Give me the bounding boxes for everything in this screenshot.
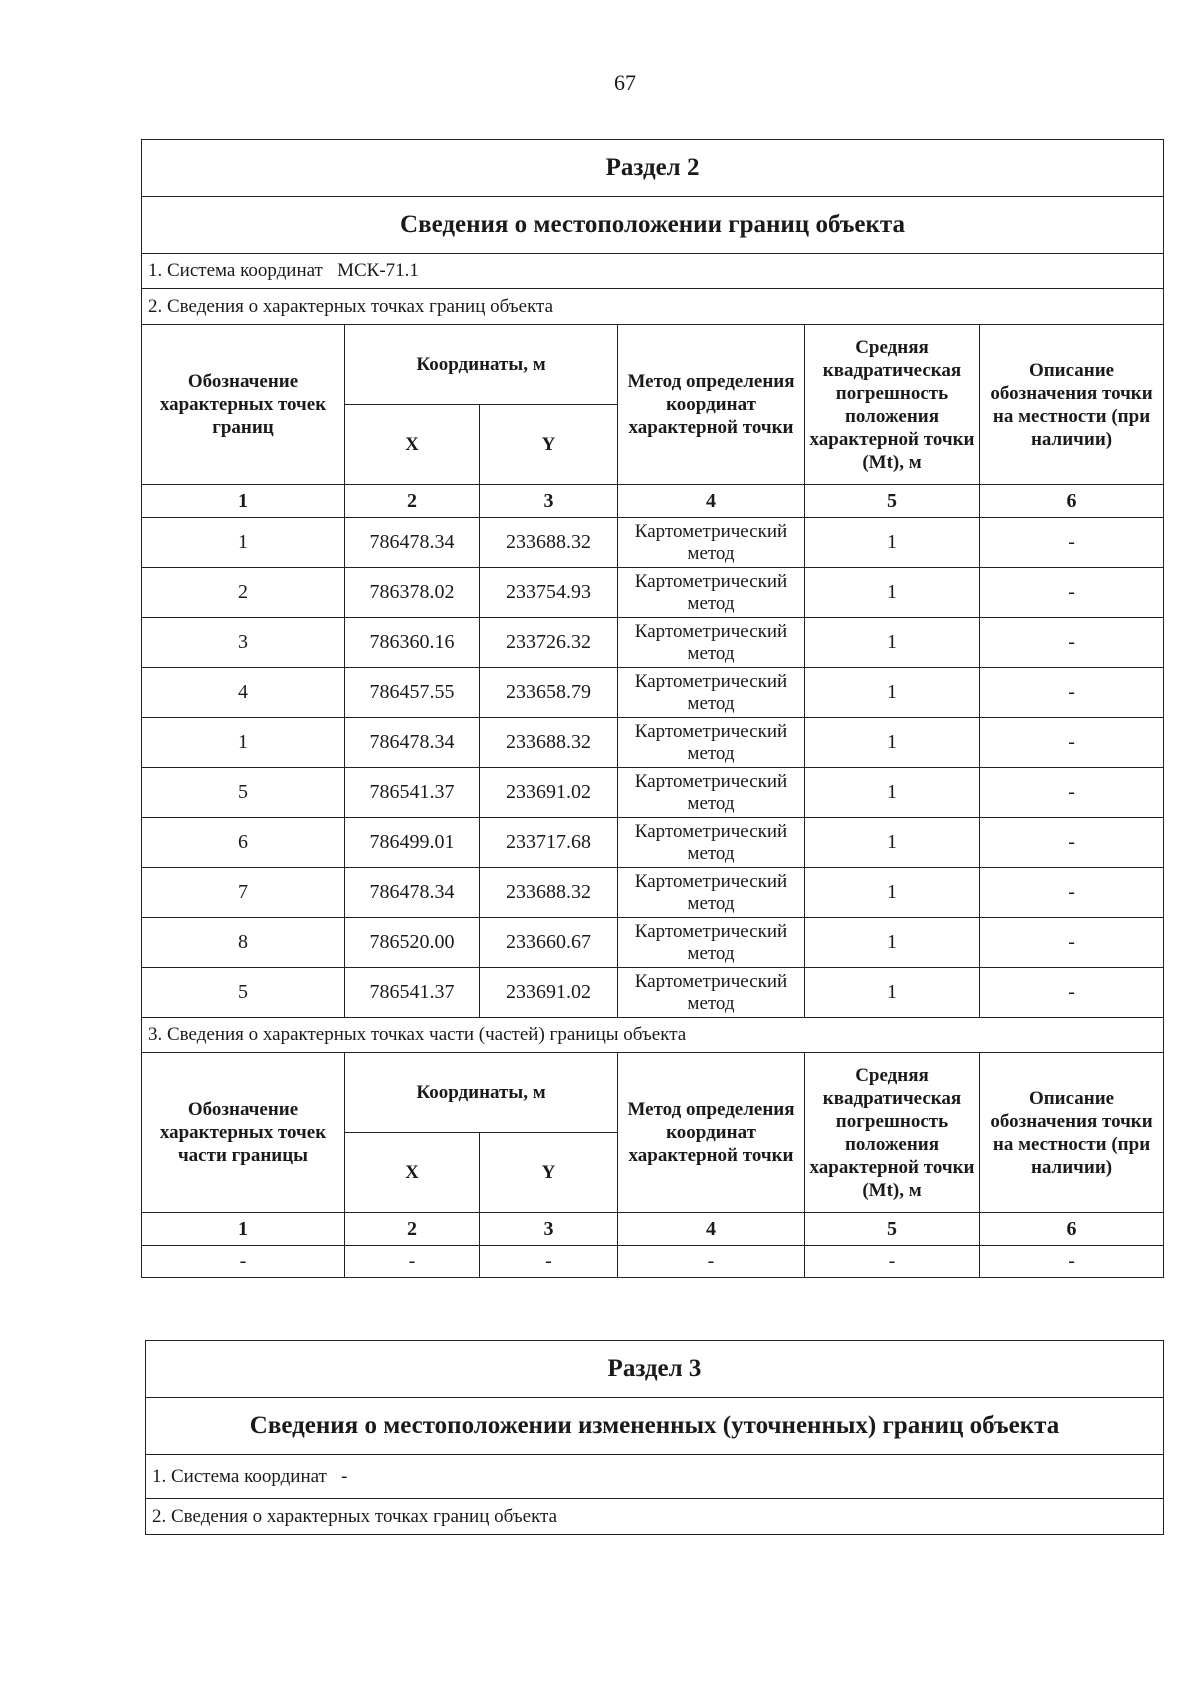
y-cell: 233691.02: [480, 768, 618, 818]
point-cell: 7: [142, 868, 345, 918]
point-cell: 1: [142, 518, 345, 568]
y-cell: 233726.32: [480, 618, 618, 668]
table-row: [142, 668, 1164, 718]
coordinate-system-label: 1. Система координат: [148, 260, 323, 281]
description-cell: -: [980, 868, 1164, 918]
x-cell: 786457.55: [345, 668, 480, 718]
method-cell: Картометрический метод: [618, 518, 805, 568]
table-row: [142, 868, 1164, 918]
y-cell: 233691.02: [480, 968, 618, 1018]
parts-table-row: [142, 1246, 1164, 1278]
x-cell: 786478.34: [345, 718, 480, 768]
point-cell: 5: [142, 768, 345, 818]
points-heading: 2. Сведения о характерных точках границ объекта: [142, 289, 1164, 325]
description-cell: -: [980, 618, 1164, 668]
point-cell: 5: [142, 968, 345, 1018]
column-number: 2: [345, 485, 480, 518]
table-row: [142, 818, 1164, 868]
parts-cell: -: [805, 1246, 980, 1278]
y-cell: 233688.32: [480, 718, 618, 768]
section-2-subtitle: Сведения о местоположении границ объекта: [142, 197, 1164, 254]
y-cell: 233688.32: [480, 868, 618, 918]
mt-cell: 1: [805, 568, 980, 618]
mt-cell: 1: [805, 518, 980, 568]
description-cell: -: [980, 568, 1164, 618]
description-cell: -: [980, 968, 1164, 1018]
header-coordinates: Координаты, м: [345, 325, 618, 405]
parts-cell: -: [618, 1246, 805, 1278]
table-row: [142, 518, 1164, 568]
column-number: 4: [618, 485, 805, 518]
mt-cell: 1: [805, 768, 980, 818]
method-cell: Картометрический метод: [618, 968, 805, 1018]
point-cell: 6: [142, 818, 345, 868]
parts-column-number: 2: [345, 1213, 480, 1246]
method-cell: Картометрический метод: [618, 568, 805, 618]
point-cell: 2: [142, 568, 345, 618]
parts-cell: -: [345, 1246, 480, 1278]
mt-cell: 1: [805, 618, 980, 668]
header-x: X: [345, 405, 480, 485]
parts-header-designation: Обозначение характерных точек части границы: [142, 1053, 345, 1213]
parts-header-method: Метод определения координат характерной точки: [618, 1053, 805, 1213]
method-cell: Картометрический метод: [618, 718, 805, 768]
method-cell: Картометрический метод: [618, 618, 805, 668]
mt-cell: 1: [805, 918, 980, 968]
x-cell: 786499.01: [345, 818, 480, 868]
x-cell: 786541.37: [345, 768, 480, 818]
description-cell: -: [980, 918, 1164, 968]
header-error: Средняя квадратическая погрешность положения характерной точки (Mt), м: [805, 325, 980, 485]
y-cell: 233658.79: [480, 668, 618, 718]
column-number: 3: [480, 485, 618, 518]
parts-cell: -: [480, 1246, 618, 1278]
y-cell: 233660.67: [480, 918, 618, 968]
description-cell: -: [980, 768, 1164, 818]
x-cell: 786520.00: [345, 918, 480, 968]
x-cell: 786478.34: [345, 518, 480, 568]
column-number: 1: [142, 485, 345, 518]
point-cell: 3: [142, 618, 345, 668]
method-cell: Картометрический метод: [618, 768, 805, 818]
section-3-coordinate-system-label: 1. Система координат: [152, 1465, 327, 1487]
parts-header-coordinates: Координаты, м: [345, 1053, 618, 1133]
column-number: 5: [805, 485, 980, 518]
parts-column-number: 5: [805, 1213, 980, 1246]
parts-header-error: Средняя квадратическая погрешность положения характерной точки (Mt), м: [805, 1053, 980, 1213]
section-3-coordinate-system-value: -: [341, 1465, 348, 1487]
description-cell: -: [980, 718, 1164, 768]
section-3-subtitle: Сведения о местоположении измененных (уточненных) границ объекта: [146, 1398, 1164, 1455]
mt-cell: 1: [805, 718, 980, 768]
header-y: Y: [480, 405, 618, 485]
parts-header-x: X: [345, 1133, 480, 1213]
table-row: [142, 568, 1164, 618]
coordinate-system-value: МСК-71.1: [337, 260, 419, 281]
description-cell: -: [980, 518, 1164, 568]
description-cell: -: [980, 668, 1164, 718]
point-cell: 4: [142, 668, 345, 718]
x-cell: 786360.16: [345, 618, 480, 668]
method-cell: Картометрический метод: [618, 668, 805, 718]
method-cell: Картометрический метод: [618, 818, 805, 868]
section-2-table: [141, 139, 1164, 1278]
y-cell: 233754.93: [480, 568, 618, 618]
mt-cell: 1: [805, 668, 980, 718]
parts-header-y: Y: [480, 1133, 618, 1213]
mt-cell: 1: [805, 868, 980, 918]
table-row: [142, 918, 1164, 968]
parts-header-description: Описание обозначения точки на местности (при наличии): [980, 1053, 1164, 1213]
header-method: Метод определения координат характерной точки: [618, 325, 805, 485]
parts-column-number: 4: [618, 1213, 805, 1246]
parts-column-number: 3: [480, 1213, 618, 1246]
coordinate-system-line: [142, 254, 1164, 289]
section-3-table: [145, 1340, 1164, 1535]
method-cell: Картометрический метод: [618, 868, 805, 918]
table-row: [142, 618, 1164, 668]
parts-column-number: 6: [980, 1213, 1164, 1246]
section-3-points-heading: 2. Сведения о характерных точках границ объекта: [146, 1499, 1164, 1535]
section-3-coordinate-system-line: [146, 1455, 1164, 1499]
header-description: Описание обозначения точки на местности (при наличии): [980, 325, 1164, 485]
column-number: 6: [980, 485, 1164, 518]
page-number: 67: [614, 70, 636, 95]
point-cell: 1: [142, 718, 345, 768]
x-cell: 786541.37: [345, 968, 480, 1018]
y-cell: 233717.68: [480, 818, 618, 868]
mt-cell: 1: [805, 818, 980, 868]
x-cell: 786378.02: [345, 568, 480, 618]
description-cell: -: [980, 818, 1164, 868]
parts-cell: -: [980, 1246, 1164, 1278]
table-row: [142, 768, 1164, 818]
header-designation: Обозначение характерных точек границ: [142, 325, 345, 485]
table-row: [142, 718, 1164, 768]
parts-cell: -: [142, 1246, 345, 1278]
section-2-title: Раздел 2: [142, 140, 1164, 197]
table-row: [142, 968, 1164, 1018]
method-cell: Картометрический метод: [618, 918, 805, 968]
mt-cell: 1: [805, 968, 980, 1018]
y-cell: 233688.32: [480, 518, 618, 568]
parts-column-number: 1: [142, 1213, 345, 1246]
section-3-title: Раздел 3: [146, 1341, 1164, 1398]
x-cell: 786478.34: [345, 868, 480, 918]
parts-heading: 3. Сведения о характерных точках части (частей) границы объекта: [142, 1018, 1164, 1053]
point-cell: 8: [142, 918, 345, 968]
